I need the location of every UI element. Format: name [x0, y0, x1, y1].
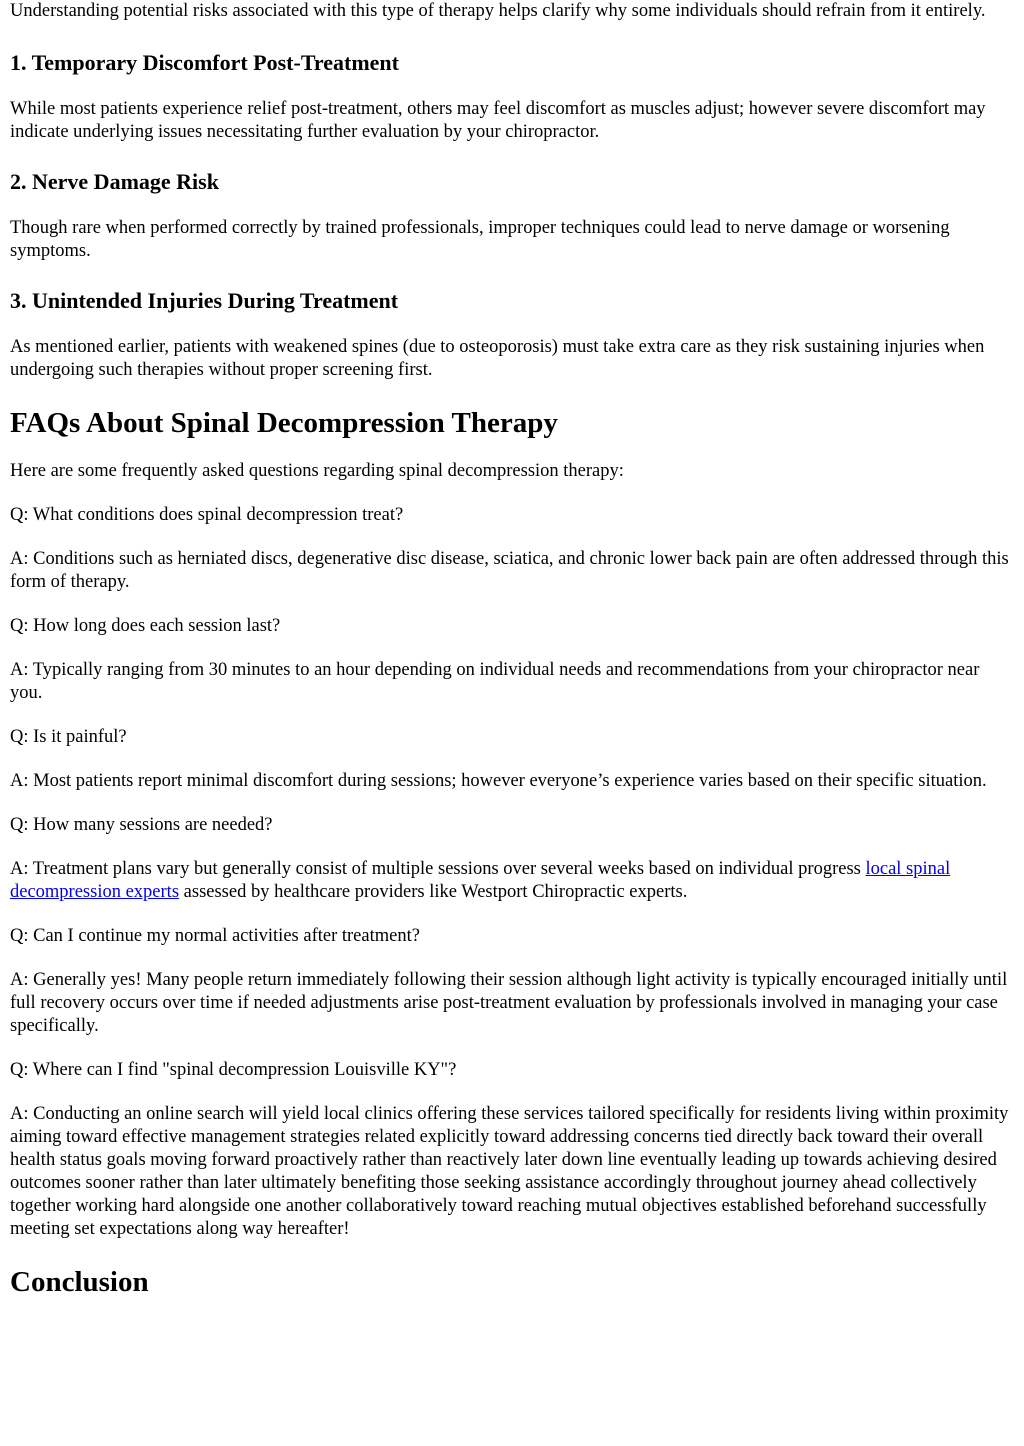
faqs-heading: FAQs About Spinal Decompression Therapy [10, 407, 558, 439]
risk-heading-1: 1. Temporary Discomfort Post-Treatment [10, 50, 399, 75]
faq-answer-1: A: Conditions such as herniated discs, degenerative disc disease, sciatica, and chronic lower back pain are often addressed through this form of therapy. [10, 549, 1009, 592]
faq-question-4: Q: How many sessions are needed? [10, 815, 273, 835]
conclusion-heading: Conclusion [10, 1266, 149, 1298]
faq-question-2: Q: How long does each session last? [10, 616, 281, 636]
faq-answer-6: A: Conducting an online search will yield local clinics offering these services tailored specifically for residents living within proximity aiming toward effective management strategies related explicitly toward addressing concerns tied directly back toward their overall health status goals moving forward proactively rather than reactively later down line eventually leading up towards achieving desired outcomes sooner rather than later ultimately benefiting those seeking assistance accordingly throughout journey ahead collectively together working hard alongside one another collaboratively toward reaching mutual objectives established beforehand successfully meeting set expectations along way hereafter! [10, 1104, 1009, 1239]
faq-answer-4-end: assessed by healthcare providers like Westport Chiropractic experts. [179, 882, 688, 902]
risk-text-3: As mentioned earlier, patients with weakened spines (due to osteoporosis) must take extra care as they risk sustaining injuries when undergoing such therapies without proper screening first. [10, 337, 985, 380]
local-experts-link[interactable]: local spinal decompression experts [10, 859, 951, 902]
faq-question-6: Q: Where can I find "spinal decompression Louisville KY"? [10, 1060, 457, 1080]
faq-question-1: Q: What conditions does spinal decompression treat? [10, 505, 404, 525]
faq-answer-4 [10, 858, 1014, 904]
risk-text-2: Though rare when performed correctly by trained professionals, improper techniques could lead to nerve damage or worsening symptoms. [10, 218, 950, 261]
faq-question-5: Q: Can I continue my normal activities after treatment? [10, 926, 420, 946]
risk-heading-3: 3. Unintended Injuries During Treatment [10, 288, 399, 313]
faqs-intro: Here are some frequently asked questions regarding spinal decompression therapy: [10, 461, 624, 481]
risk-text-1: While most patients experience relief post-treatment, others may feel discomfort as muscles adjust; however severe discomfort may indicate underlying issues necessitating further evaluation by your chiropractor. [10, 99, 986, 142]
faq-answer-5: A: Generally yes! Many people return immediately following their session although light activity is typically encouraged initially until full recovery occurs over time if needed adjustments arise post-treatment evaluation by professionals involved in managing your case specifically. [10, 970, 1008, 1036]
faq-answer-3: A: Most patients report minimal discomfort during sessions; however everyone’s experience varies based on their specific situation. [10, 771, 987, 791]
faq-answer-2: A: Typically ranging from 30 minutes to an hour depending on individual needs and recommendations from your chiropractor near you. [10, 660, 980, 703]
faq-question-3: Q: Is it painful? [10, 727, 127, 747]
risk-heading-2: 2. Nerve Damage Risk [10, 169, 219, 194]
faq-answer-4-start: A: Treatment plans vary but generally consist of multiple sessions over several weeks based on individual progress [10, 859, 866, 879]
risks-intro: Understanding potential risks associated with this type of therapy helps clarify why some individuals should refrain from it entirely. [10, 1, 986, 21]
